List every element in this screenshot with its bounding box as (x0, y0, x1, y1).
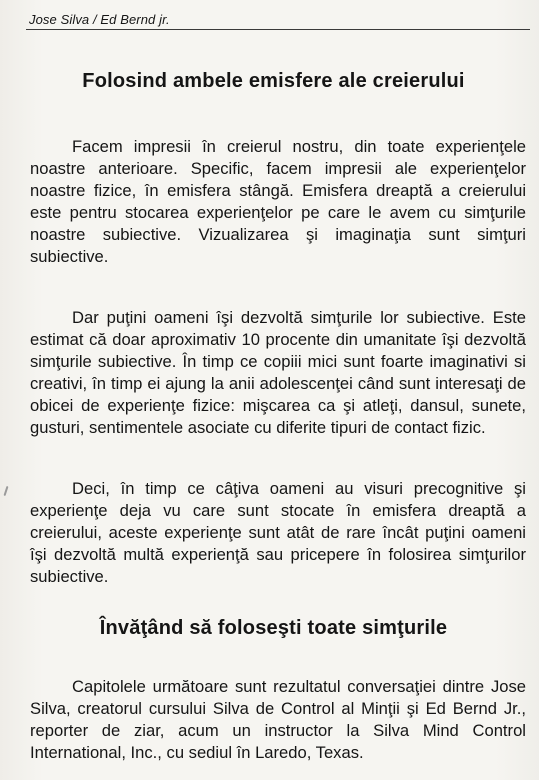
paragraph: Dar puţini oameni îşi dezvoltă simţurile lor subiective. Este estimat că doar aproximativ 10 procente din umanitate îşi dezvoltă simţurile subiective. În timp ce copiii mici sunt foarte imaginativi si creativi, în timp ei ajung la anii adolescenţei când sunt interesaţi de obicei de experienţe fizice: mişcarea ca şi atleţi, dansul, sunete, gusturi, sentimentele asociate cu diferite tipuri de contact fizic. (30, 307, 526, 437)
margin-mark (4, 486, 9, 496)
paragraph: Facem impresii în creierul nostru, din toate experienţele noastre anterioare. Specific, facem impresii ale experienţelor noastre fizice, în emisfera stângă. Emisfera dreaptă a creierului este pentru stocarea experienţelor pe care le avem cu simţurile noastre subiective. Vizualizarea şi imaginaţia sunt simţuri subiective. (30, 136, 526, 266)
section-heading: Învăţând să foloseşti toate simţurile (99, 617, 448, 639)
section-heading: Folosind ambele emisfere ale creierului (82, 70, 465, 92)
header-rule (26, 29, 530, 30)
paragraph: Capitolele următoare sunt rezultatul conversaţiei dintre Jose Silva, creatorul cursului Silva de Control al Minţii şi Ed Bernd Jr., reporter de ziar, acum un instructor la Silva Mind Control International, Inc., cu sediul în Laredo, Texas. (30, 676, 526, 762)
running-header: Jose Silva / Ed Bernd jr. (29, 12, 170, 27)
paragraph: Deci, în timp ce câţiva oameni au visuri precognitive şi experienţe deja vu care sunt stocate în emisfera dreaptă a creierului, aceste experienţe sunt atât de rare încât puţini oameni îşi dezvoltă multă experienţă sau pricepere în folosirea simţurilor subiective. (30, 478, 526, 586)
